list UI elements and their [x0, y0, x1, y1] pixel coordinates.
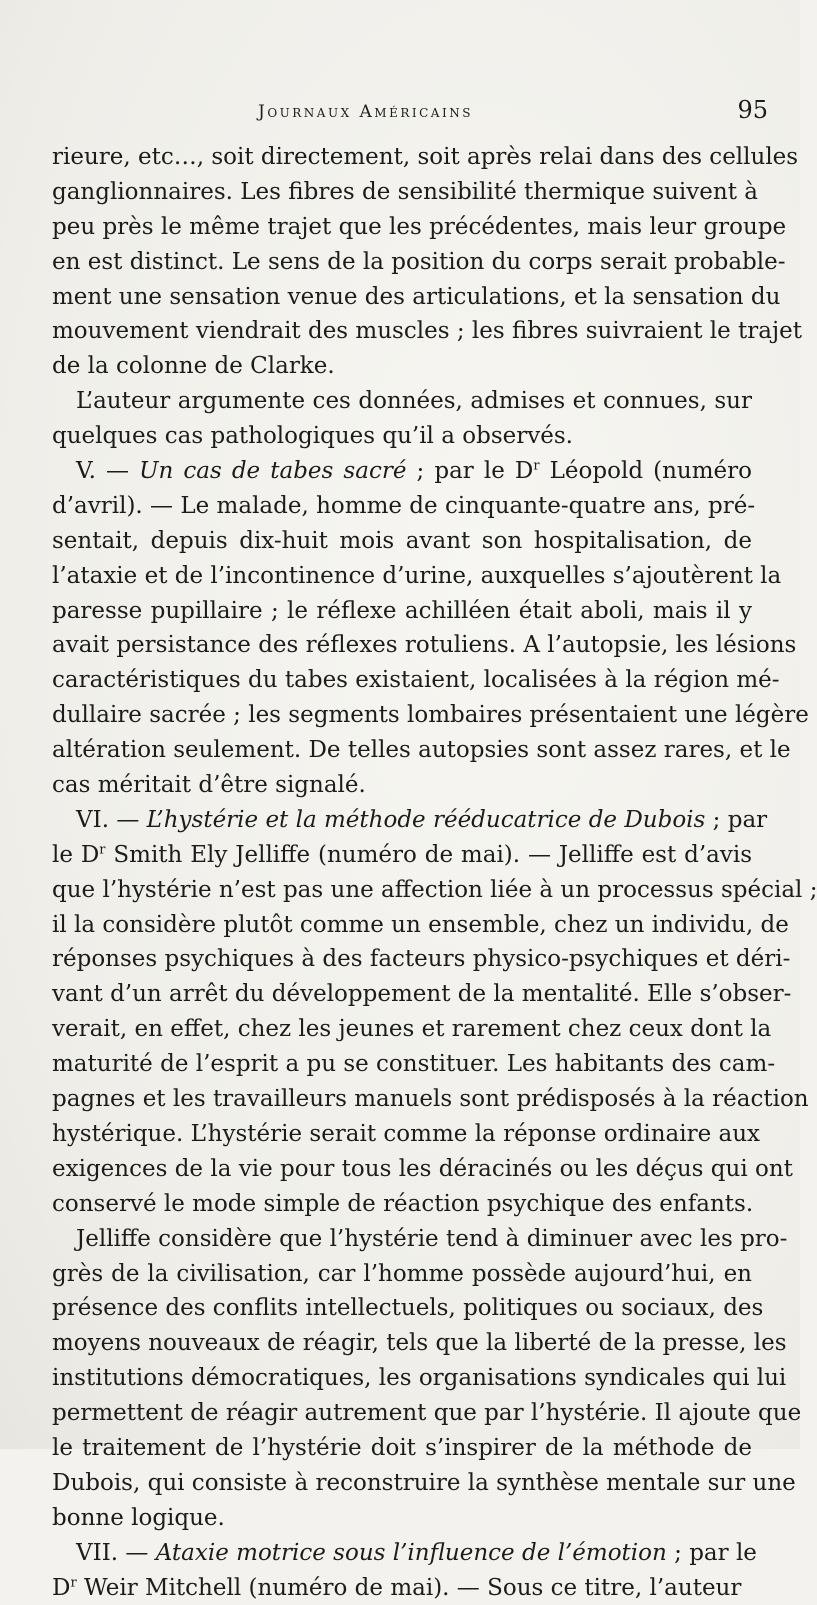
text-line: en est distinct. Le sens de la position du corps serait probable-	[52, 248, 786, 275]
text-line: mouvement viendrait des muscles ; les fibres suivraient le trajet	[52, 318, 802, 345]
text-line: institutions démocratiques, les organisations syndicales qui lui	[52, 1365, 787, 1392]
text-line: VI. — L’hystérie et la méthode rééducatrice de Dubois ; par	[76, 806, 768, 833]
text-line: dullaire sacrée ; les segments lombaires présentaient une légère	[52, 702, 809, 729]
text-line: grès de la civilisation, car l’homme possède aujourd’hui, en	[52, 1260, 752, 1287]
text-line: rieure, etc…, soit directement, soit après relai dans des cellules	[52, 144, 799, 170]
text-line: le $D^r$ Smith Ely Jelliffe (numéro de mai). — Jelliffe est d’avis	[52, 841, 752, 868]
text-line: exigences de la vie pour tous les déracinés ou les déçus qui ont	[52, 1155, 793, 1182]
text-line: vant d’un arrêt du développement de la mentalité. Elle s’obser-	[52, 981, 792, 1008]
text-line: altération seulement. De telles autopsies sont assez rares, et le	[52, 737, 791, 764]
text-line: ment une sensation venue des articulations, et la sensation du	[52, 283, 781, 310]
text-line: présence des conflits intellectuels, politiques ou sociaux, des	[52, 1295, 764, 1322]
text-line: conservé le mode simple de réaction psychique des enfants.	[52, 1190, 754, 1217]
text-line: bonne logique.	[52, 1504, 225, 1531]
running-title: Journaux Américains	[258, 102, 473, 122]
text-line: verait, en effet, chez les jeunes et rarement chez ceux dont la	[52, 1016, 772, 1043]
text-line: permettent de réagir autrement que par l’hystérie. Il ajoute que	[52, 1400, 802, 1427]
text-line: caractéristiques du tabes existaient, localisées à la région mé-	[52, 667, 780, 694]
body-text	[52, 140, 817, 1605]
text-line: $D^r$ Weir Mitchell (numéro de mai). — Sous ce titre, l’auteur	[52, 1574, 742, 1601]
text-line: L’auteur argumente ces données, admises et connues, sur	[76, 388, 752, 415]
text-line: cas méritait d’être signalé.	[52, 772, 366, 799]
text-line: de la colonne de Clarke.	[52, 353, 335, 380]
text-line: le traitement de l’hystérie doit s’inspirer de la méthode de	[52, 1434, 752, 1461]
page-header	[48, 96, 768, 136]
text-line: avait persistance des réflexes rotuliens. A l’autopsie, les lésions	[52, 632, 797, 659]
text-line: Jelliffe considère que l’hystérie tend à diminuer avec les pro-	[76, 1225, 788, 1252]
text-line: V. — Un cas de tabes sacré ; par le $D^r$ Léopold (numéro	[76, 458, 752, 485]
text-line: pagnes et les travailleurs manuels sont prédisposés à la réaction	[52, 1086, 809, 1113]
text-line: Dubois, qui consiste à reconstruire la synthèse mentale sur une	[52, 1469, 796, 1496]
text-line: peu près le même trajet que les précédentes, mais leur groupe	[52, 213, 787, 240]
text-line: ganglionnaires. Les fibres de sensibilité thermique suivent à	[52, 178, 758, 205]
text-line: l’ataxie et de l’incontinence d’urine, auxquelles s’ajoutèrent la	[52, 562, 782, 589]
text-line: quelques cas pathologiques qu’il a observés.	[52, 423, 573, 450]
page-number: 95	[737, 96, 768, 124]
text-line: d’avril). — Le malade, homme de cinquante-quatre ans, pré-	[52, 492, 756, 519]
text-line: moyens nouveaux de réagir, tels que la liberté de la presse, les	[52, 1330, 787, 1357]
text-line: sentait, depuis dix-huit mois avant son hospitalisation, de	[52, 527, 752, 554]
text-line: que l’hystérie n’est pas une affection liée à un processus spécial ;	[52, 876, 817, 903]
text-line: il la considère plutôt comme un ensemble, chez un individu, de	[52, 911, 789, 938]
text-line: réponses psychiques à des facteurs physico-psychiques et déri-	[52, 946, 791, 973]
text-line: maturité de l’esprit a pu se constituer. Les habitants des cam-	[52, 1051, 776, 1078]
text-line: paresse pupillaire ; le réflexe achilléen était aboli, mais il y	[52, 597, 752, 624]
text-line: hystérique. L’hystérie serait comme la réponse ordinaire aux	[52, 1120, 761, 1147]
text-line: VII. — Ataxie motrice sous l’influence de l’émotion ; par le	[76, 1539, 757, 1566]
